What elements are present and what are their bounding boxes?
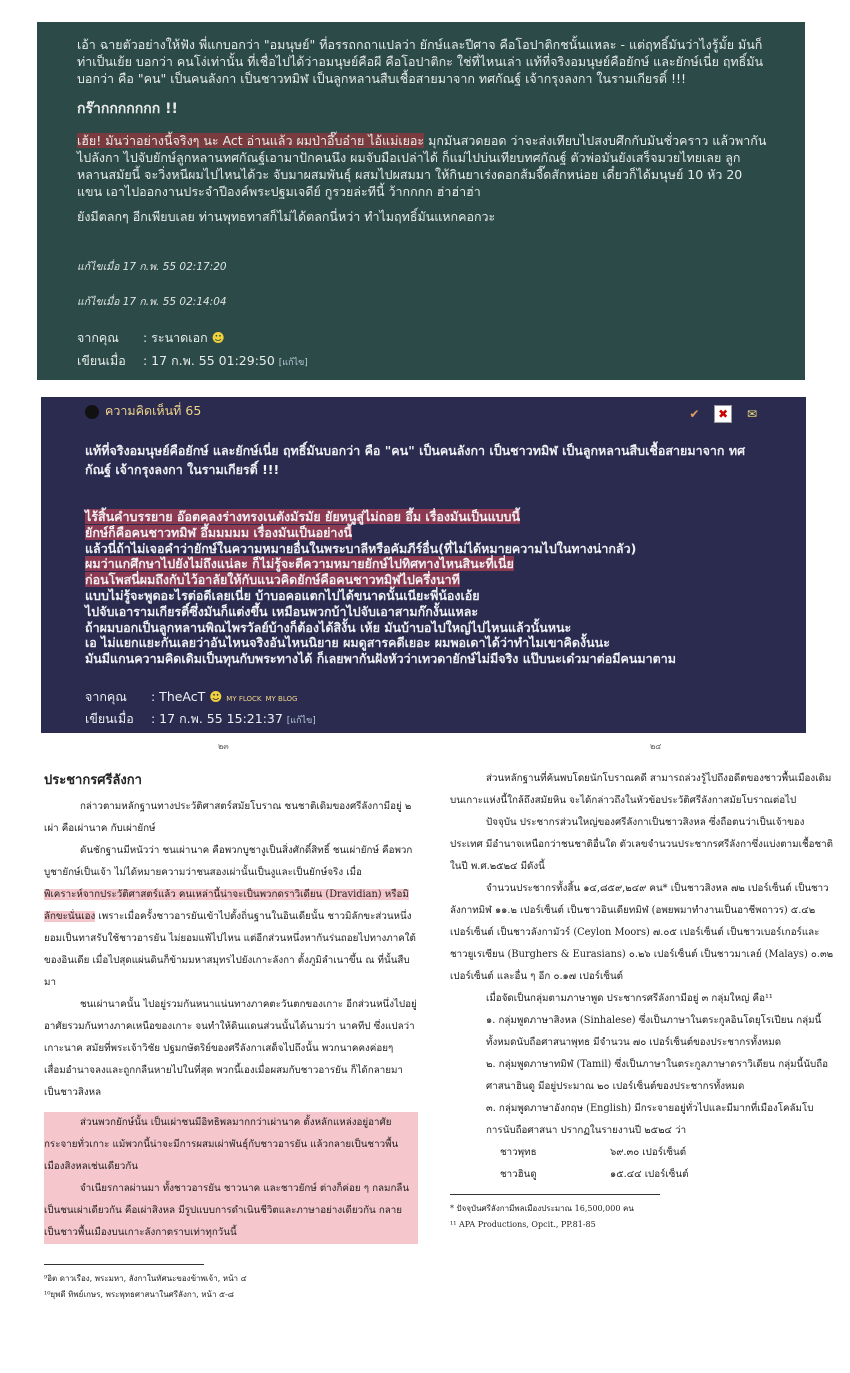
doc-paragraph: กล่าวตามหลักฐานทางประวัติศาสตร์สมัยโบราณ ชนชาติเดิมของศรีลังกามีอยู่ ๒ เผ่า คือเผ่านาค กับเผ่ายักษ์	[44, 801, 412, 834]
footnote: ¹¹ APA Productions, Opcit., PP.81-85	[450, 1220, 596, 1229]
doc-paragraph: ดันชักฐานมีหนัวว่า ชนเผ่านาค คือพวกบูชางูเป็นสิ่งศักดิ์สิทธิ์ ชนเผ่ายักษ์ คือพวกบูชายักษ์เป็นเจ้า ไม่ได้หมายความว่าชนสองเผ่านั้นเป็นงูและเป็นยักษ์จริง เมื่อ	[44, 845, 413, 878]
edit-link[interactable]: [แก้ไข]	[286, 716, 316, 726]
religion-stats	[450, 1142, 835, 1186]
edit-link[interactable]: [แก้ไข]	[278, 358, 308, 368]
footnote: ⁹อิต ดาวเรือง, พระมหา, ลังกาในทัศนะของข้าพเจ้า, หน้า ๔	[44, 1274, 247, 1283]
post-date: : 17 ก.พ. 55 15:21:37	[151, 711, 283, 726]
doc-paragraph: การนับถือศาสนา ปรากฏในรายงานปี ๒๕๒๔ ว่า	[486, 1125, 687, 1136]
avatar-icon	[85, 405, 99, 419]
right-page	[450, 740, 835, 1233]
doc-paragraph: จำเนียรกาลผ่านมา ทั้งชาวอารยัน ชาวนาค และชาวยักษ์ ต่างก็ค่อย ๆ กลมกลืนเป็นชนเผ่าเดียวกัน คือเผ่าสิงหล มีรูปแบบการดำเนินชีวิตและภาษาอย่างเดียวกัน กลายเป็นชาวพื้นเมืองบนเกาะลังกาตราบเท่าทุกวันนี้	[44, 1183, 410, 1238]
from-label: จากคุณ	[85, 689, 127, 704]
comment-line: มันมีแกนความคิดเดิมเป็นทุนกับพระทางได้ ก็เลยพากันฝังหัวว่าเทวดายักษ์ไม่มีจริง แป๊บนะเด๋วมาต่อมีคนมาตาม	[85, 651, 677, 667]
comment-line: แบบไม่รู้จะพูดอะไรต่อดีเลยเนี่ย บ้าบอคอแตกไปได้ขนาดนั้นเนียะพี่น้องเอ้ย	[85, 587, 480, 603]
post-date: : 17 ก.พ. 55 01:29:50	[143, 353, 275, 368]
footnote: * ปัจจุบันศรีลังกามีพลเมืองประมาณ 16,500,000 คน	[450, 1204, 634, 1213]
footnote-divider	[450, 1194, 660, 1195]
comment-meta	[85, 687, 316, 731]
author-name[interactable]: : ระนาดเอก	[143, 330, 208, 345]
author-row	[77, 329, 767, 346]
highlighted-text: ก่อนโพสนี่ผมถึงกับไว้อาลัยให้กับแนวคิดยักษ์คือคนชาวทมิฬไปครึ่งนาที	[85, 572, 460, 588]
comment-paragraph	[77, 132, 767, 200]
comment-line	[85, 556, 765, 572]
highlighted-text: พิเคราะห์จากประวัติศาสตร์แล้ว คนเหล่านี้น่าจะเป็นพวกดราวิเดียน (Dravidian) หรือมิลักขะนั่นเอง	[44, 889, 409, 922]
doc-paragraph: จำนวนประชากรทั้งสิ้น ๑๔,๘๕๙,๒๔๙ คน* เป็นชาวสิงหล ๗๒ เปอร์เซ็นต์ เป็นชาวลังกาทมิฬ ๑๑.๒ เปอร์เซ็นต์ เป็นชาวอินเดียทมิฬ (อพยพมาทำงานเป็นอาชีพถาวร) ๕.๔๒ เปอร์เซ็นต์ เป็นชาวลังกามัวร์ (Ceylon Moors) ๗.๐๕ เปอร์เซ็นต์ เป็นชาวเบอร์เกอร์และชาวยูเรเซียน (Burghers & Eurasians) ๐.๒๖ เปอร์เซ็นต์ เป็นชาวมาเลย์ (Malays) ๐.๓๒ เปอร์เซ็นต์ และอื่น ๆ อีก ๐.๑๗ เปอร์เซ็นต์	[450, 883, 834, 982]
footnote: ¹⁰ยุพดี ทิพย์เกษร, พระพุทธศาสนาในศรีลังกา, หน้า ๕-๘	[44, 1290, 234, 1299]
doc-paragraph: ส่วนพวกยักษ์นั้น เป็นเผ่าชนมีอิทธิพลมากกว่าเผ่านาค ตั้งหลักแหล่งอยู่อาศัยกระจายทั่วเกาะ แม้พวกนี้น่าจะมีการผสมเผ่าพันธุ์กับชาวอารยัน แล้วกลายเป็นชาวพื้นเมืองสิงหลเช่นเดียวกัน	[44, 1117, 399, 1172]
comment-paragraph: เอ้า ฉายตัวอย่างให้ฟัง พี่แกบอกว่า "อมนุษย์" ที่อรรถกถาแปลว่า ยักษ์และปีศาจ คือโอปาติกชนั้นแหละ - แต่ฤทธิ์มันว่าไงรู้มั้ย มันก็ท่าเป็นเย้ย บอกว่า คนโง่เท่านั้น ที่เชื่อไปได้ว่าอมนุษย์คือผี คือโอปาติกะ ใช่ที่ไหนเล่า แท้ที่จริงอมนุษย์คือยักษ์ และยักษ์เนี่ย ฤทธิ์มันบอกว่า คือ "คน" เป็นคนลังกา เป็นชาวทมิฬ เป็นลูกหลานสืบเชื้อสายมาจาก ทศกัณฐ์ เจ้ากรุงลงกา ในรามเกียรติ์ !!!	[77, 37, 764, 86]
page-title: ประชากรศรีลังกา	[44, 773, 142, 788]
comment-line	[85, 572, 765, 588]
comment-heading: กร๊ากกกกกกก !!	[77, 101, 178, 117]
stat-value: ๑๕.๔๔ เปอร์เซ็นต์	[610, 1169, 689, 1180]
highlighted-text: ไร้สิ้นคำบรรยาย อ๊อตคลงร่างทรงเนตังมัรมัย ยัยหนูสู่ไม่ถอย อึ้ม เรื่องมันเป็นแบบนี้	[85, 509, 521, 524]
date-row	[85, 709, 316, 731]
stat-label: ชาวพุทธ	[500, 1147, 537, 1158]
smiley-icon: ☻	[211, 330, 225, 345]
doc-paragraph	[44, 884, 418, 994]
from-label: จากคุณ	[77, 330, 119, 345]
close-icon[interactable]: ✖	[714, 405, 732, 423]
comment-lines	[85, 509, 765, 667]
checkmark-icon[interactable]: ✔	[689, 407, 700, 421]
highlighted-text: ยักษ์ก็คือคนชาวทมิฬ อึ้มมมมม เรื่องมันเป็นอย่างนี้	[85, 524, 353, 540]
edit-timestamp: แก้ไขเมื่อ 17 ก.พ. 55 02:17:20	[77, 261, 227, 273]
quote-text: แท้ที่จริงอมนุษย์คือยักษ์ และยักษ์เนี่ย ฤทธิ์มันบอกว่า คือ "คน" เป็นคนลังกา เป็นชาวทมิฬ เป็นลูกหลานสืบเชื้อสายมาจาก ทศกัณฐ์ เจ้ากรุงลงกา ในรามเกียรติ์ !!!	[85, 443, 746, 477]
comment-line: ไปจับเอารามเกียรติ์ซึ่งมันก็แต่งขึ้น เหมือนพวกบ้าไปจับเอาสามก๊กงั้นแหละ	[85, 603, 479, 619]
comment-line: แล้วนี่ถ้าไม่เจอคำว่ายักษ์ในความหมายอื่นในพระบาลีหรือคัมภีร์อื่น(ที่ไม่ได้หมายความไปในทางน่ากลัว)	[85, 540, 637, 556]
list-item: ๓. กลุ่มพูดภาษาอังกฤษ (English) มีกระจายอยู่ทั่วไปและมีมากที่เมืองโคลัมโบ	[486, 1103, 814, 1114]
comment-actions	[678, 405, 760, 423]
comment-line	[85, 525, 765, 541]
date-label: เขียนเมื่อ	[85, 711, 134, 726]
doc-paragraph: เมื่อจัดเป็นกลุ่มตามภาษาพูด ประชากรศรีลังกามีอยู่ ๓ กลุ่มใหญ่ คือ¹¹	[486, 993, 773, 1004]
doc-text: เพราะเมื่อครั้งชาวอารยันเข้าไปตั้งถิ่นฐานในอินเดียนั้น ชาวมิลักขะส่วนหนึ่ง ยอมเป็นทาสรับใช้ชาวอารยัน ไม่ยอมแพ้ไปไหน แต่อีกส่วนหนึ่งหากันร่นถอยไปทางภาคใต้ของอินเดีย เมื่อไปสุดแผ่นดินก็ข้ามมหาสมุทรไปยังเกาะลังกา ตั้งภูมิลำเนาขึ้น ณ ที่นั้นสืบมา	[44, 911, 416, 988]
comment-line: ถ้าผมบอกเป็นลูกหลานพิณไพรวัลย์บ้างก็ต้องได้สิงั้น เห้ย มันบ้าบอไปใหญ่ไปไหนแล้วนั้นหนะ	[85, 619, 572, 635]
myblog-link[interactable]: MY BLOG	[265, 695, 298, 703]
stat-row	[500, 1142, 835, 1164]
highlighted-block	[44, 1112, 418, 1244]
page-number: ๒๔	[650, 742, 662, 751]
stat-value: ๖๙.๓๐ เปอร์เซ็นต์	[610, 1147, 687, 1158]
comment-line	[85, 509, 765, 525]
myflock-link[interactable]: MY FLOCK	[226, 695, 262, 703]
author-name[interactable]: : TheAcT	[151, 689, 206, 704]
doc-paragraph: ส่วนหลักฐานที่ค้นพบโดยนักโบราณคดี สามารถล่วงรู้ไปถึงอดีตของชาวพื้นเมืองเดิมบนเกาะแห่งนี้ใกล้ถึงสมัยหิน จะได้กล่าวถึงในหัวข้อประวัติศรีลังกาสมัยโบราณต่อไป	[450, 773, 832, 806]
comment-line: เอ ไม่แยกแยะกันเลยว่าอันไหนจริงอันไหนนิยาย ผมดูสารคดีเยอะ ผมพอเดาได้ว่าทำไมเขาคิดงั้นนะ	[85, 635, 610, 651]
stat-label: ชาวฮินดู	[500, 1169, 537, 1180]
comment-paragraph: ยังมีตลกๆ อีกเพียบเลย ท่านพุทธทาสก็ไม่ได้ตลกนี่หว่า ทำไมฤทธิ์มันแหกคอกวะ	[77, 209, 496, 224]
doc-paragraph: ปัจจุบัน ประชากรส่วนใหญ่ของศรีลังกาเป็นชาวสิงหล ซึ่งถือตนว่าเป็นเจ้าของประเทศ มีอำนาจเหนือกว่าชนชาติอื่นใด ตัวเลขจำนวนประชากรศรีลังกาซึ่งแบ่งตามเชื้อชาติ ในปี พ.ศ.๒๕๒๔ มีดังนี้	[450, 817, 833, 872]
comment-text: มุกมันสวดยอด ว่าจะส่งเทียบไปสงบศึกกับมันชั่วคราว แล้วพากันไปลังกา ไปจับยักษ์ลูกหลานทศกัณฐ์เอามาปักคนนึง ผมจับมือเปล่าได้ ก็แม่ไปบ่นเทียบทศกัณฐ์ ตัวพ่อมันยังเสร็จมวยไทยเลย ลูกหลานสมัยนี้ จะวิ่งหนีผมไปไหนได้วะ จับมาผสมพันธุ์ ผสมไปผสมมา ให้กินยาเร่งดอกส้มจี๊ดสักหน่อย เดี๋ยวก็ได้มนุษย์ 10 หัว 20 แขน เอาไปออกงานประจำปีองค์พระปฐมเจดีย์ กูรวยล่ะทีนี้ ว้ากกกก ฮ่าฮ่าฮ่า	[77, 133, 767, 199]
list-item: ๒. กลุ่มพูดภาษาทมิฬ (Tamil) ซึ่งเป็นภาษาในตระกูลภาษาดราวิเดียน กลุ่มนี้นับถือศาสนาฮินดู มีอยู่ประมาณ ๒๐ เปอร์เซ็นต์ของประชากรทั้งหมด	[486, 1059, 829, 1092]
comment-panel-1	[37, 22, 805, 380]
left-page	[44, 770, 418, 1303]
message-icon[interactable]: ✉	[746, 407, 758, 421]
date-label: เขียนเมื่อ	[77, 353, 126, 368]
list-item: ๑. กลุ่มพูดภาษาสิงหล (Sinhalese) ซึ่งเป็นภาษาในตระกูลอินโดยุโรเปียน กลุ่มนี้ทั้งหมดนับถือศาสนาพุทธ มีจำนวน ๗๐ เปอร์เซ็นต์ของประชากรทั้งหมด	[486, 1015, 822, 1048]
author-row	[85, 687, 316, 709]
comment-header	[85, 403, 201, 419]
highlighted-text: ผมว่าแกศึกษาไปยังไม่ถึงแน่ละ ก็ไม่รู้จะตีความหมายยักษ์ไปทิศทางไหนสินะที่เนี่ย	[85, 556, 514, 572]
stat-row	[500, 1164, 835, 1186]
language-list	[450, 1010, 835, 1120]
edit-timestamp: แก้ไขเมื่อ 17 ก.พ. 55 02:14:04	[77, 296, 227, 308]
highlighted-text: เฮ้ย! มันว่าอย่างนี้จริงๆ นะ Act อ่านแล้ว ผมป่าอึ๊บอ๋าย ไอ้แม่เยอะ	[77, 133, 425, 148]
smiley-icon: ☻	[209, 689, 223, 704]
comment-number: ความคิดเห็นที่ 65	[105, 403, 202, 418]
scanned-document	[38, 740, 833, 1360]
comment-body	[85, 441, 765, 667]
doc-paragraph: ชนเผ่านาคนั้น ไปอยู่รวมกันหนาแน่นทางภาคตะวันตกของเกาะ อีกส่วนหนึ่งไปอยู่อาศัยรวมกันทางภาคเหนือของเกาะ จนทำให้ดินแดนส่วนนั้นได้นามว่า นาคทีป ซึ่งแปลว่า เกาะนาค สมัยที่พระเจ้าวิชัย ปฐมกษัตริย์ของศรีลังกาเสด็จไปถึงนั้น พวกนาคคงค่อยๆ เสื่อมอำนาจลงและถูกกลืนหายไปในที่สุด พวกนี้เองเมื่อผสมกับชาวอารยัน ก็ได้กลายมาเป็นชาวสิงหล	[44, 999, 417, 1098]
page-number: ๒๓	[218, 742, 229, 751]
footnote-divider	[44, 1264, 204, 1265]
comment-panel-2	[41, 397, 806, 733]
date-row	[77, 352, 767, 372]
